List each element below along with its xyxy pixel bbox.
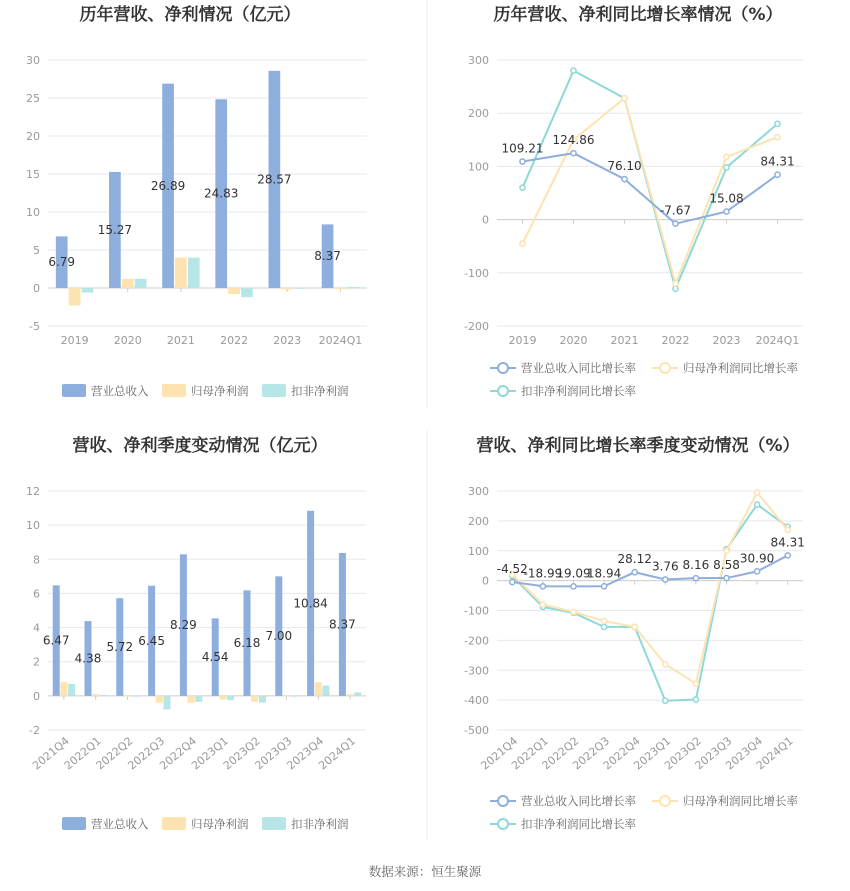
- data-point: [571, 609, 576, 614]
- bar-deducted-profit: [294, 288, 306, 289]
- y-tick-label: 30: [26, 54, 40, 67]
- legend-marker: [498, 363, 508, 373]
- data-point: [724, 548, 729, 553]
- y-tick-label: 200: [468, 107, 489, 121]
- legend-marker: [660, 796, 670, 806]
- bar-value-label: 15.27: [97, 222, 133, 237]
- x-tick-label: 2022Q1: [509, 734, 551, 773]
- data-point: [520, 185, 525, 190]
- bar-net-profit: [69, 288, 81, 305]
- point-value-label: 3.76: [651, 559, 679, 574]
- bar-deducted-profit: [259, 696, 266, 703]
- y-tick-label: 300: [468, 485, 489, 498]
- y-tick-label: 100: [468, 160, 489, 174]
- bar-value-label: 8.37: [314, 249, 341, 264]
- bar-net-profit: [228, 288, 240, 294]
- legend-label: 营业总收入同比增长率: [521, 794, 636, 808]
- legend-label: 归母净利润: [191, 384, 249, 398]
- legend-label: 归母净利润同比增长率: [683, 361, 798, 375]
- data-point: [571, 584, 576, 589]
- point-value-label: -7.67: [659, 203, 692, 218]
- data-point: [724, 575, 729, 580]
- y-tick-label: -500: [464, 724, 489, 737]
- panel-quarterly-growth-rate: [464, 435, 805, 831]
- x-tick-label: 2022Q1: [61, 734, 104, 773]
- legend-label: 扣非净利润: [291, 384, 349, 398]
- legend-label: 扣非净利润: [291, 817, 349, 831]
- y-tick-label: 6: [33, 587, 40, 601]
- y-tick-label: -100: [464, 266, 489, 280]
- data-point: [632, 624, 637, 629]
- data-point: [540, 584, 545, 589]
- legend-label: 扣非净利润同比增长率: [521, 817, 636, 831]
- bar-deducted-profit: [188, 258, 200, 288]
- chart-title: 历年营收、净利情况（亿元）: [79, 5, 301, 25]
- x-tick-label: 2023Q2: [662, 734, 704, 773]
- point-value-label: 124.86: [552, 133, 595, 148]
- legend-label: 扣非净利润同比增长率: [521, 384, 636, 398]
- legend-label: 营业总收入: [91, 384, 149, 398]
- data-point: [755, 569, 760, 574]
- data-point: [510, 579, 515, 584]
- bar-value-label: 4.38: [74, 651, 102, 666]
- x-tick-label: 2024Q1: [318, 334, 363, 347]
- y-tick-label: 25: [26, 92, 40, 105]
- x-tick-label: 2023: [712, 334, 741, 347]
- x-tick-label: 2022Q3: [125, 734, 168, 773]
- bar-net-profit: [175, 258, 187, 288]
- y-tick-label: 0: [33, 282, 40, 295]
- data-point: [775, 135, 780, 140]
- data-point: [602, 584, 607, 589]
- y-tick-label: 0: [482, 574, 489, 588]
- chart-title: 营收、净利季度变动情况（亿元）: [72, 436, 328, 456]
- point-value-label: 84.31: [770, 535, 805, 550]
- bar-deducted-profit: [100, 695, 107, 696]
- data-point: [785, 527, 790, 532]
- y-tick-label: 10: [26, 519, 40, 533]
- data-point: [755, 502, 760, 507]
- data-point: [540, 602, 545, 607]
- legend-label: 归母净利润: [191, 817, 249, 831]
- x-tick-label: 2023Q3: [692, 734, 735, 773]
- bar-deducted-profit: [241, 288, 253, 297]
- y-tick-label: 300: [468, 54, 489, 67]
- bar-net-profit: [122, 279, 134, 288]
- bar-net-profit: [219, 696, 226, 699]
- bar-deducted-profit: [347, 287, 359, 288]
- point-value-label: 8.58: [713, 558, 740, 573]
- legend-swatch: [62, 384, 86, 397]
- y-tick-label: -5: [29, 320, 40, 333]
- bar-value-label: 5.72: [106, 640, 134, 655]
- data-point: [673, 221, 678, 226]
- bar-net-profit: [156, 696, 163, 703]
- data-point: [775, 121, 780, 126]
- x-tick-label: 2021: [166, 334, 195, 347]
- legend-swatch: [162, 817, 186, 830]
- data-point: [663, 662, 668, 667]
- y-tick-label: 15: [26, 168, 40, 181]
- data-point: [693, 697, 698, 702]
- x-tick-label: 2022: [220, 334, 249, 347]
- bar-net-profit: [281, 288, 293, 290]
- data-point: [673, 281, 678, 286]
- bar-value-label: 7.00: [265, 629, 293, 644]
- bar-deducted-profit: [68, 684, 75, 696]
- y-tick-label: 0: [33, 689, 40, 703]
- x-tick-label: 2022Q4: [157, 734, 200, 773]
- legend-marker: [498, 819, 508, 829]
- y-tick-label: -2: [29, 724, 40, 737]
- bar-value-label: 8.29: [170, 618, 197, 633]
- y-tick-label: 4: [33, 621, 40, 635]
- data-source-text: 数据来源：恒生聚源: [368, 864, 482, 879]
- data-point: [693, 576, 698, 581]
- x-tick-label: 2023Q1: [189, 734, 231, 773]
- bar-value-label: 4.54: [201, 650, 229, 665]
- point-value-label: 18.94: [586, 566, 622, 581]
- bar-deducted-profit: [354, 692, 361, 695]
- bar-net-profit: [251, 696, 258, 702]
- bar-value-label: 6.18: [233, 636, 261, 651]
- data-point: [622, 96, 627, 101]
- x-tick-label: 2021Q4: [478, 734, 521, 773]
- bar-net-profit: [188, 696, 195, 703]
- point-value-label: 28.12: [617, 552, 652, 567]
- x-tick-label: 2019: [60, 334, 89, 347]
- x-tick-label: 2023Q4: [723, 734, 766, 773]
- point-value-label: 19.09: [556, 566, 591, 581]
- legend-swatch: [162, 384, 186, 397]
- y-tick-label: 200: [468, 514, 489, 528]
- point-value-label: -18.99: [523, 566, 563, 581]
- point-value-label: 109.21: [501, 141, 544, 156]
- y-tick-label: 2: [33, 655, 40, 669]
- data-point: [693, 681, 698, 686]
- point-value-label: 15.08: [709, 191, 744, 206]
- x-tick-label: 2024Q1: [753, 734, 796, 773]
- bar-deducted-profit: [291, 696, 298, 697]
- data-point: [602, 618, 607, 623]
- bar-deducted-profit: [132, 696, 139, 697]
- data-point: [571, 68, 576, 73]
- x-tick-label: 2021: [610, 334, 639, 347]
- y-tick-label: -200: [464, 320, 489, 333]
- bar-value-label: 28.57: [257, 172, 292, 187]
- legend-swatch: [262, 817, 286, 830]
- legend-label: 营业总收入同比增长率: [521, 361, 636, 375]
- data-point: [663, 577, 668, 582]
- legend-swatch: [62, 817, 86, 830]
- series-line: [523, 71, 778, 289]
- x-tick-label: 2024Q1: [755, 334, 800, 347]
- y-tick-label: 10: [26, 206, 40, 219]
- x-tick-label: 2023Q1: [631, 734, 674, 773]
- data-point: [663, 698, 668, 703]
- data-point: [724, 154, 729, 159]
- data-point: [622, 177, 627, 182]
- point-value-label: -4.52: [496, 561, 528, 576]
- y-tick-label: 20: [26, 130, 40, 143]
- x-tick-label: 2021Q4: [30, 734, 72, 773]
- bar-net-profit: [124, 696, 131, 697]
- data-point: [602, 624, 607, 629]
- data-point: [775, 172, 780, 177]
- bar-deducted-profit: [163, 696, 170, 710]
- bar-net-profit: [315, 682, 322, 696]
- panel-annual-growth-rate: [464, 4, 803, 398]
- legend-marker: [498, 796, 508, 806]
- x-tick-label: 2024Q1: [316, 734, 359, 773]
- y-tick-label: 8: [33, 553, 40, 567]
- y-tick-label: 0: [482, 213, 489, 227]
- data-point: [724, 165, 729, 170]
- bar-value-label: 8.37: [329, 617, 356, 632]
- legend-swatch: [262, 384, 286, 397]
- bar-net-profit: [60, 682, 67, 696]
- bar-deducted-profit: [135, 279, 147, 288]
- point-value-label: 8.16: [682, 558, 710, 573]
- legend-marker: [498, 386, 508, 396]
- x-tick-label: 2023: [273, 334, 302, 347]
- x-tick-label: 2022Q4: [600, 734, 643, 773]
- data-point: [520, 241, 525, 246]
- y-tick-label: -200: [464, 634, 489, 648]
- x-tick-label: 2019: [508, 334, 537, 347]
- y-tick-label: -400: [464, 694, 489, 708]
- data-point: [673, 286, 678, 291]
- x-tick-label: 2023Q3: [252, 734, 295, 773]
- y-tick-label: 12: [26, 485, 40, 498]
- bar-net-profit: [335, 288, 347, 289]
- x-tick-label: 2023Q2: [220, 734, 263, 773]
- panel-quarterly-revenue-profit: [26, 435, 366, 831]
- point-value-label: 76.10: [607, 159, 642, 174]
- legend-label: 归母净利润同比增长率: [683, 794, 798, 808]
- x-tick-label: 2022: [661, 334, 690, 347]
- data-point: [520, 159, 525, 164]
- point-value-label: 30.90: [739, 551, 775, 566]
- bar-deducted-profit: [195, 696, 202, 702]
- x-tick-label: 2020: [113, 334, 142, 347]
- point-value-label: 84.31: [760, 154, 795, 169]
- data-point: [785, 553, 790, 558]
- y-tick-label: -100: [464, 604, 489, 618]
- bar-value-label: 24.83: [204, 186, 239, 201]
- data-point: [724, 209, 729, 214]
- bar-net-profit: [283, 696, 290, 697]
- bar-value-label: 6.47: [42, 633, 70, 648]
- bar-value-label: 10.84: [293, 596, 328, 611]
- y-tick-label: 100: [468, 544, 489, 558]
- bar-value-label: 6.45: [138, 633, 165, 648]
- data-point: [632, 570, 637, 575]
- x-tick-label: 2022Q2: [93, 734, 136, 773]
- series-line: [512, 504, 787, 700]
- chart-title: 营收、净利同比增长率季度变动情况（%）: [476, 436, 800, 456]
- bar-net-profit: [92, 694, 99, 696]
- bar-deducted-profit: [82, 288, 94, 293]
- bar-value-label: 26.89: [150, 178, 186, 193]
- panel-annual-revenue-profit: [26, 4, 367, 398]
- chart-title: 历年营收、净利同比增长率情况（%）: [493, 5, 783, 25]
- legend-label: 营业总收入: [91, 817, 149, 831]
- y-tick-label: -300: [464, 664, 489, 678]
- y-tick-label: 5: [33, 244, 40, 257]
- data-point: [755, 490, 760, 495]
- bar-deducted-profit: [322, 686, 329, 696]
- data-point: [571, 151, 576, 156]
- x-tick-label: 2023Q4: [284, 734, 327, 773]
- bar-value-label: 6.79: [48, 255, 76, 270]
- bar-net-profit: [347, 694, 354, 696]
- bar-deducted-profit: [227, 696, 234, 700]
- x-tick-label: 2022Q2: [539, 734, 582, 773]
- legend-marker: [660, 363, 670, 373]
- x-tick-label: 2020: [559, 334, 588, 347]
- x-tick-label: 2022Q3: [570, 734, 613, 773]
